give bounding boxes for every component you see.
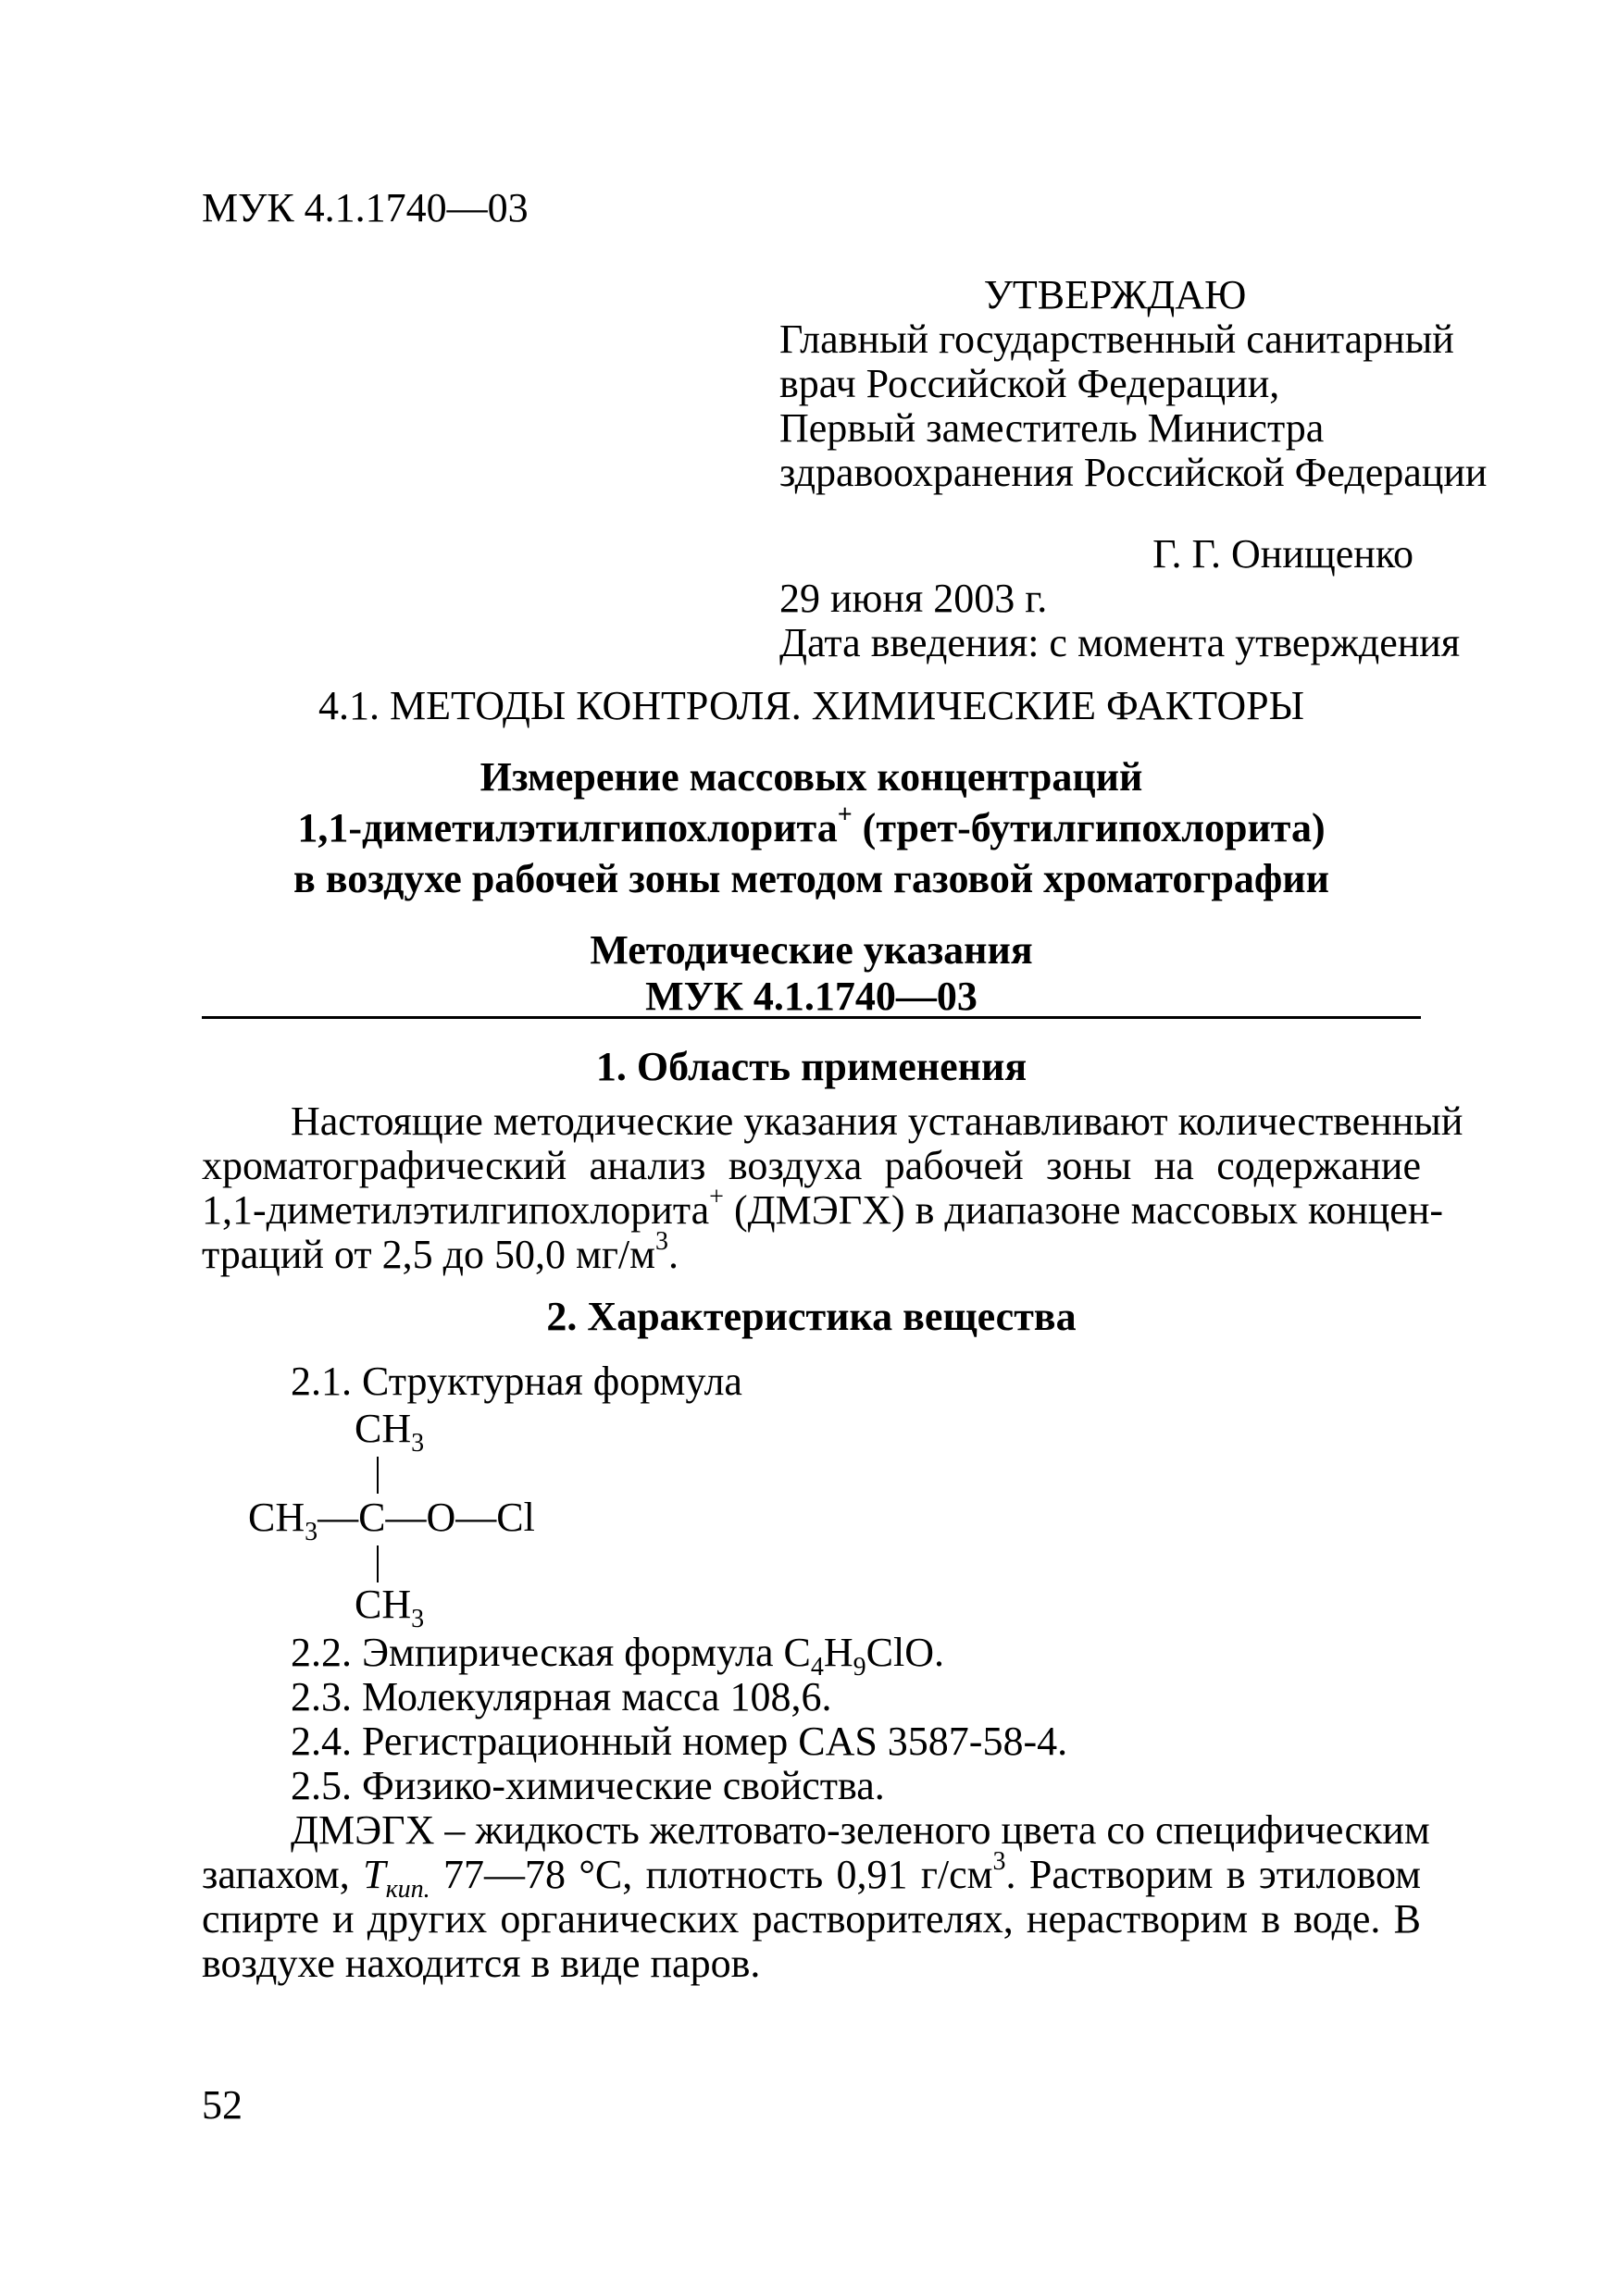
paragraph-line — [202, 1183, 1444, 1233]
subtitle-line-1: Методические указания — [590, 927, 1033, 973]
document-code: МУК 4.1.1740—03 — [202, 185, 529, 230]
section-1-paragraph — [202, 1098, 1463, 1277]
formula-bond-bottom — [377, 1545, 379, 1582]
document-title — [202, 751, 1421, 904]
section-2-heading: 2. Характеристика вещества — [546, 1294, 1077, 1339]
approval-position-line-4: здравоохранения Российской Федерации — [779, 450, 1488, 495]
approval-position-line-3: Первый заместитель Министра — [779, 405, 1325, 451]
paragraph-line: хроматографический анализ воздуха рабочей зоны на содержание — [202, 1143, 1421, 1188]
item-2-2: 2.2. Эмпирическая формула $C_4H_9ClO$. — [291, 1630, 945, 1682]
approval-heading: УТВЕРЖДАЮ — [983, 272, 1247, 317]
title-line-2-sup: + — [837, 800, 853, 830]
approval-position-line-2: врач Российской Федерации, — [779, 361, 1280, 406]
formula-bond-top — [377, 1457, 379, 1494]
paragraph-line: Настоящие методические указания устанавливают количественный — [291, 1098, 1463, 1144]
item-2-4: 2.4. Регистрационный номер CAS 3587-58-4. — [291, 1719, 1068, 1764]
paragraph-line: запахом, $T_{кип.}$ 77—78 °С, плотность 0,91 $г/см^3$. Растворим в этиловом — [202, 1847, 1421, 1904]
title-line-2-b: (трет-бутилгипохлорита) — [852, 805, 1326, 850]
paragraph-line: воздухе находится в виде паров. — [202, 1941, 761, 1986]
paragraph-line: спирте и других органических растворителях, нерастворим в воде. В — [202, 1896, 1421, 1942]
formula-top-methyl: $CH_3$ — [355, 1406, 425, 1458]
document-subtitle — [202, 927, 1421, 1020]
approval-date: 29 июня 2003 г. — [779, 576, 1048, 621]
item-2-5: 2.5. Физико-химические свойства. — [291, 1763, 885, 1808]
title-divider — [202, 1016, 1421, 1019]
paragraph-line — [202, 1227, 1421, 1277]
item-2-3: 2.3. Молекулярная масса 108,6. — [291, 1674, 832, 1719]
section-header: 4.1. МЕТОДЫ КОНТРОЛЯ. ХИМИЧЕСКИЕ ФАКТОРЫ — [318, 683, 1305, 728]
properties-paragraph — [202, 1807, 1430, 1986]
approval-signatory: Г. Г. Онищенко — [1152, 531, 1414, 577]
text-run: . — [667, 1232, 679, 1277]
title-line-2 — [202, 802, 1421, 853]
item-2-1: 2.1. Структурная формула — [291, 1359, 742, 1404]
approval-block — [779, 272, 1488, 665]
structural-formula — [248, 1406, 563, 1633]
formula-bottom-methyl: $CH_3$ — [355, 1582, 425, 1633]
superscript: 3 — [654, 1227, 668, 1257]
approval-position-line-1: Главный государственный санитарный — [779, 316, 1454, 362]
title-line-3: в воздухе рабочей зоны методом газовой хроматографии — [293, 856, 1329, 901]
approval-effective-date: Дата введения: с момента утверждения — [779, 620, 1461, 665]
paragraph-line: ДМЭГХ – жидкость желтовато-зеленого цвета со специфическим — [291, 1807, 1430, 1853]
formula-main-chain: $CH_3—C—O—Cl$ — [248, 1495, 535, 1546]
properties-list — [291, 1631, 1067, 1808]
page-number: 52 — [202, 2082, 243, 2128]
section-1-heading: 1. Область применения — [595, 1044, 1027, 1089]
text-run: (ДМЭГХ) в диапазоне массовых концен- — [723, 1187, 1444, 1233]
text-run: траций от 2,5 до 50,0 мг/м — [202, 1232, 655, 1277]
text-run: 1,1-диметилэтилгипохлорита — [202, 1187, 710, 1233]
superscript: + — [709, 1183, 724, 1212]
title-line-2-a: 1,1-диметилэтилгипохлорита — [297, 805, 838, 850]
title-line-1: Измерение массовых концентраций — [479, 754, 1143, 800]
subtitle-line-2: МУК 4.1.1740—03 — [645, 974, 978, 1019]
